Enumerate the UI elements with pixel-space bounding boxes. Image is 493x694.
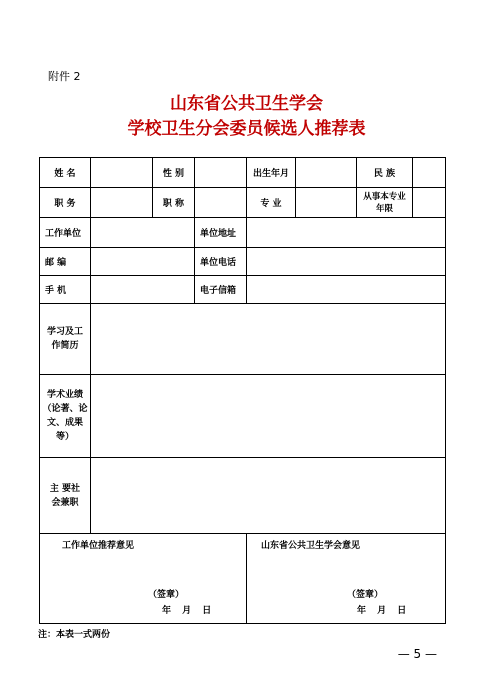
study-work-label: 学习及工作简历 [40, 304, 91, 375]
unit-seal-label: （签章） [148, 590, 185, 600]
page-number: — 5 — [397, 647, 437, 661]
position-label: 职 务 [40, 188, 91, 218]
ethnicity-label: 民 族 [357, 158, 413, 188]
gender-field[interactable] [195, 158, 247, 188]
birth-label: 出生年月 [247, 158, 296, 188]
gender-label: 性 别 [153, 158, 195, 188]
society-opinion-title: 山东省公共卫生学会意见 [261, 541, 361, 551]
title-rank-field[interactable] [195, 188, 247, 218]
years-label: 从事本专业年限 [357, 188, 413, 218]
unit-date-label: 年 月 日 [162, 606, 212, 616]
society-seal-label: （签章） [347, 590, 384, 600]
email-field[interactable] [247, 276, 446, 304]
footer-note: 注：本表一式两份 [38, 630, 111, 640]
years-field[interactable] [413, 188, 446, 218]
mobile-label: 手 机 [40, 276, 91, 304]
unit-opinion-cell[interactable] [40, 534, 247, 624]
postcode-field[interactable] [91, 248, 195, 276]
unit-phone-label: 单位电话 [195, 248, 247, 276]
academic-field[interactable] [91, 375, 446, 458]
attachment-label: 附件 2 [48, 70, 81, 83]
work-unit-field[interactable] [91, 218, 195, 248]
unit-address-label: 单位地址 [195, 218, 247, 248]
birth-field[interactable] [296, 158, 357, 188]
title-line-2: 学校卫生分会委员候选人推荐表 [127, 119, 366, 139]
society-opinion-cell[interactable] [247, 534, 446, 624]
title-rank-label: 职 称 [153, 188, 195, 218]
unit-address-field[interactable] [247, 218, 446, 248]
major-label: 专 业 [247, 188, 296, 218]
major-field[interactable] [296, 188, 357, 218]
study-work-field[interactable] [91, 304, 446, 375]
name-field[interactable] [91, 158, 153, 188]
society-date-label: 年 月 日 [357, 606, 407, 616]
title-line-1: 山东省公共卫生学会 [170, 94, 323, 114]
unit-phone-field[interactable] [247, 248, 446, 276]
name-label: 姓 名 [40, 158, 91, 188]
postcode-label: 邮 编 [40, 248, 91, 276]
social-label: 主 要社会兼职 [40, 458, 91, 534]
mobile-field[interactable] [91, 276, 195, 304]
unit-opinion-title: 工作单位推荐意见 [62, 541, 135, 551]
ethnicity-field[interactable] [413, 158, 446, 188]
work-unit-label: 工作单位 [40, 218, 91, 248]
social-field[interactable] [91, 458, 446, 534]
academic-label: 学术业绩（论著、论文、成果等） [40, 375, 91, 458]
position-field[interactable] [91, 188, 153, 218]
email-label: 电子信箱 [195, 276, 247, 304]
recommendation-form [39, 157, 446, 624]
